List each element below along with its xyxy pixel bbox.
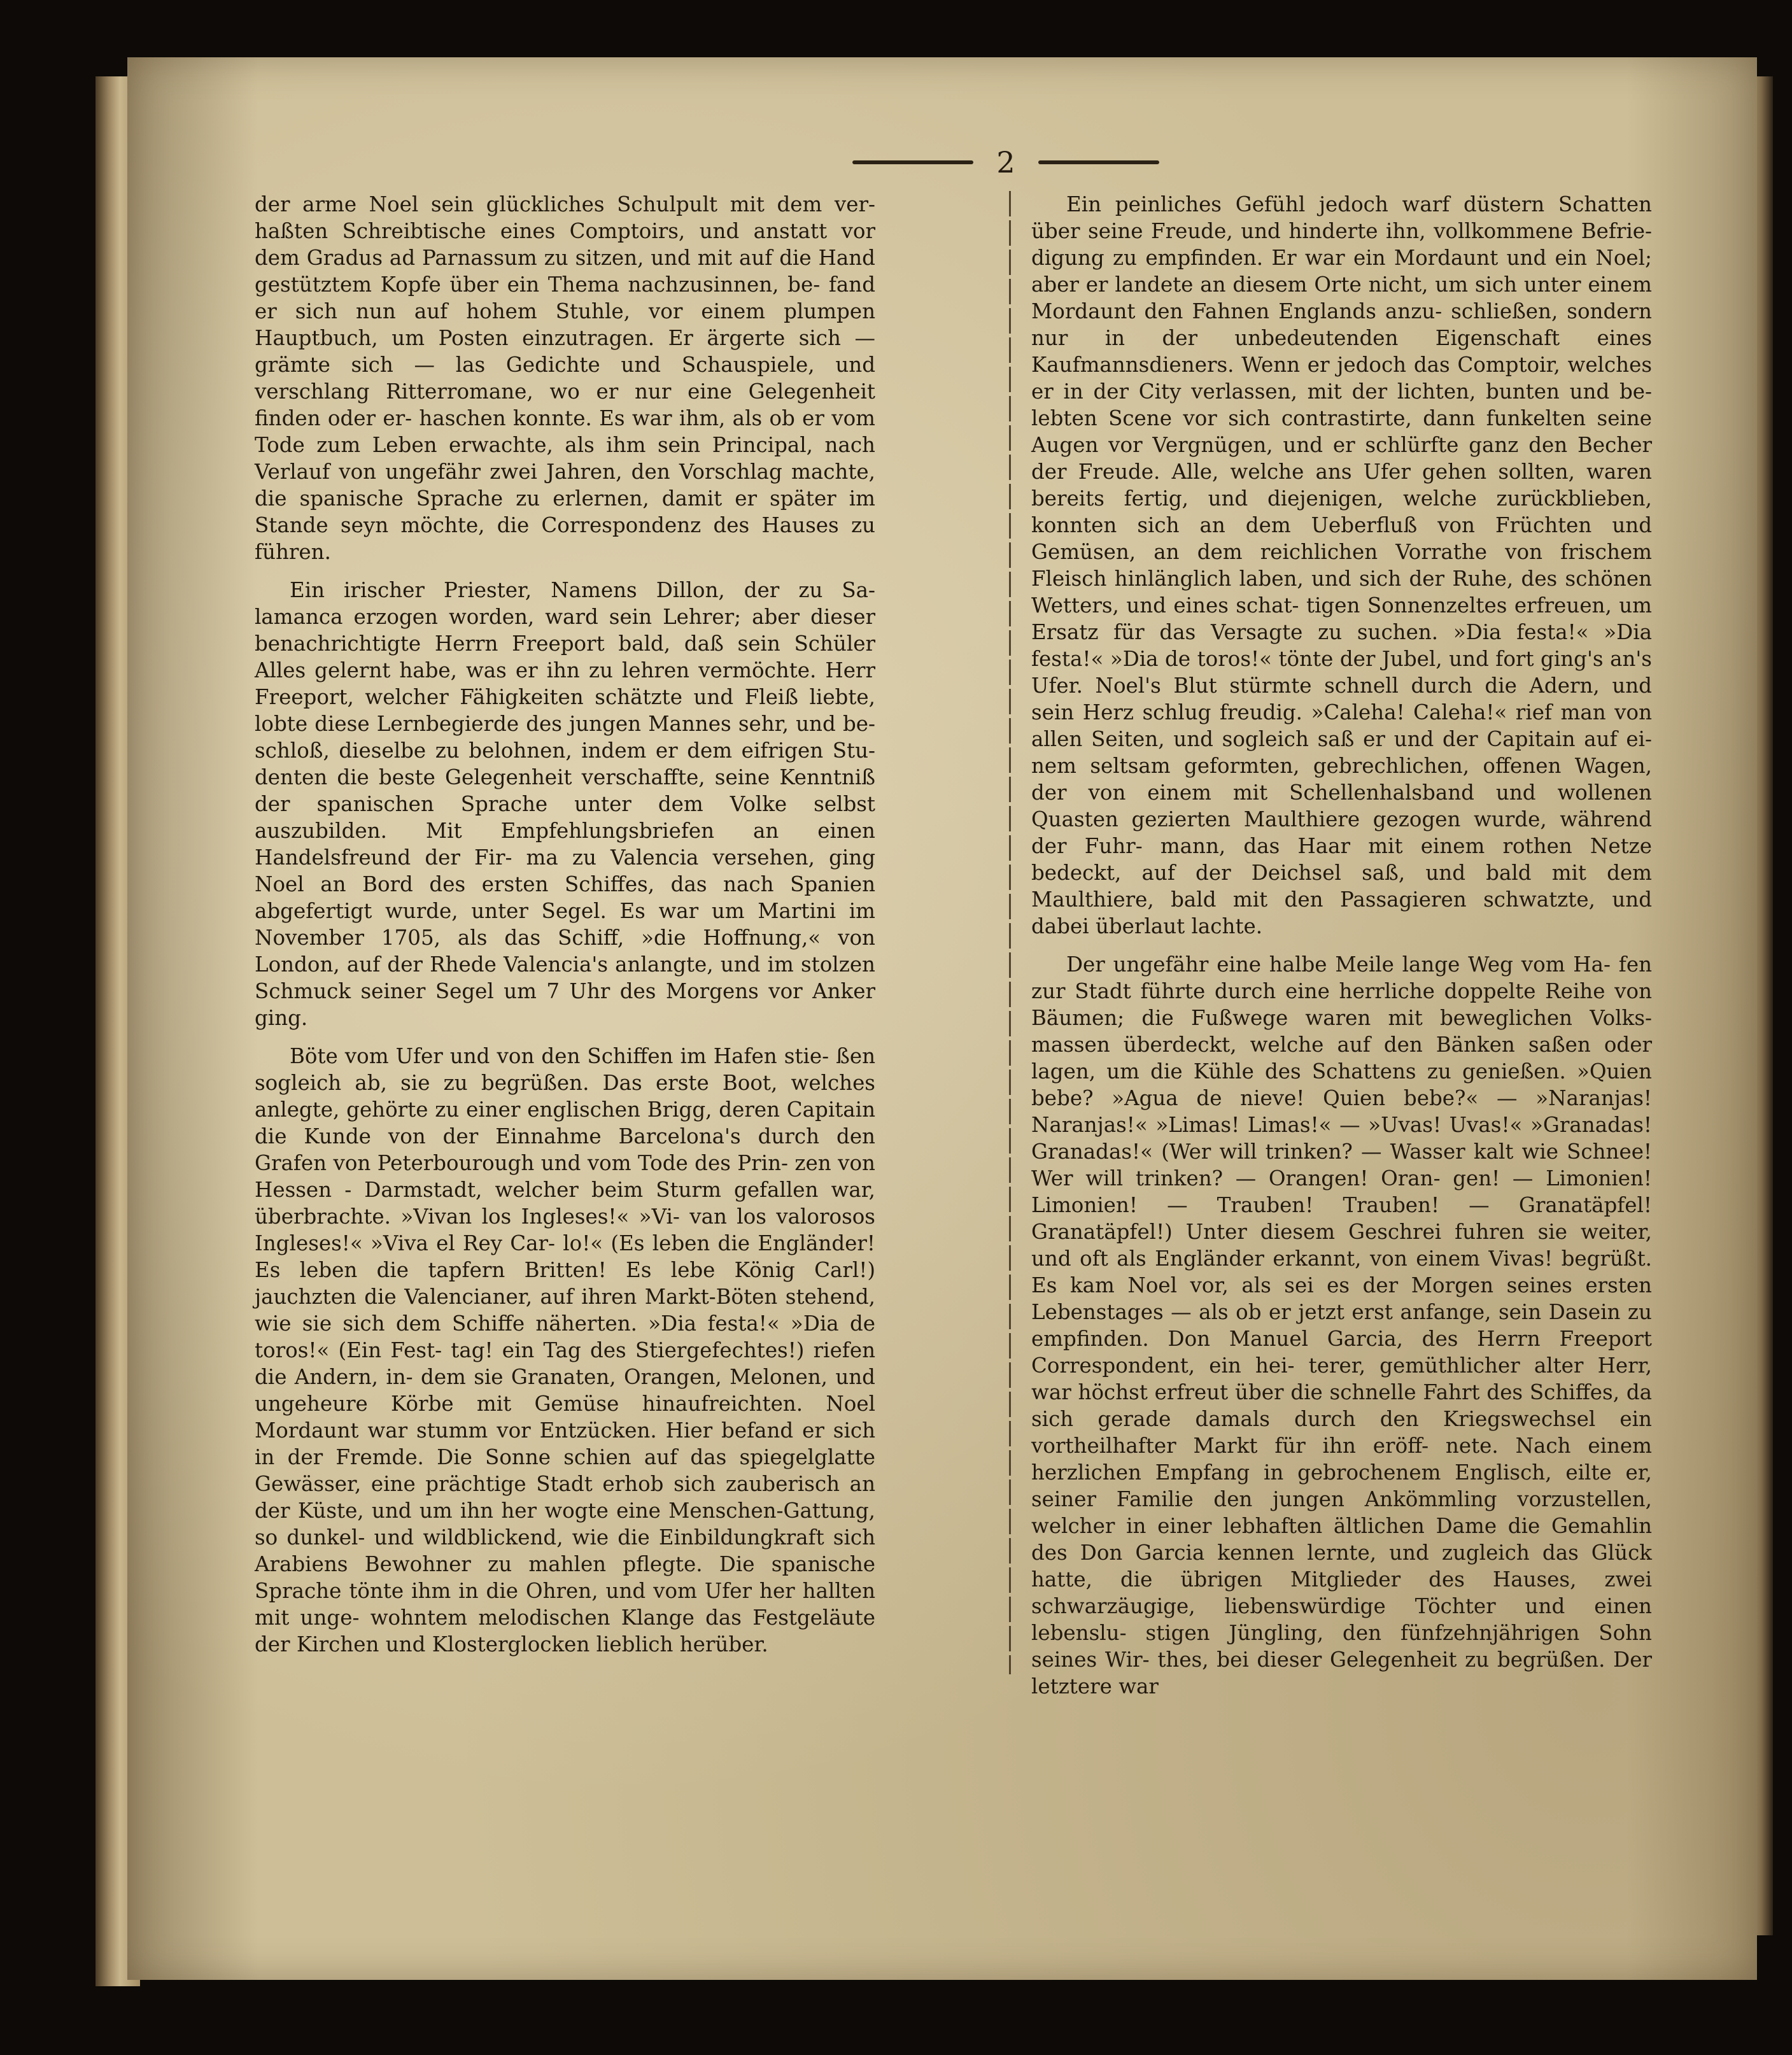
right-paragraph-2: Der ungefähr eine halbe Meile lange Weg vom Ha- fen zur Stadt führte durch eine herrliche doppelte Reihe von Bäumen; die Fußwege waren mit beweglichen Volks- massen überdeckt, welche auf den Bänken saßen oder lagen, um die Kühle des Schattens zu genießen. »Quien bebe? »Agua de nieve! Quien bebe?« — »Naranjas! Naranjas!« »Limas! Limas!« — »Uvas! Uvas!« »Granadas! Granadas!« (Wer will trinken? — Wasser kalt wie Schnee! Wer will trinken? — Orangen! Oran- gen! — Limonien! Limonien! — Trauben! Trauben! — Granatäpfel! Granatäpfel!) Unter diesem Geschrei fuhren sie weiter, und oft als Engländer erkannt, von einem Vivas! begrüßt. Es kam Noel vor, als sei es der Morgen seines ersten Lebenstages — als ob er jetzt erst anfange, sein Dasein zu empfinden. Don Manuel Garcia, des Herrn Freeport Correspondent, ein hei- terer, gemüthlicher alter Herr, war höchst erfreut über die schnelle Fahrt des Schiffes, da sich gerade damals durch den Kriegswechsel ein vortheilhafter Markt für ihn eröff- nete. Nach einem herzlichen Empfang in gebrochenem Englisch, eilte er, seiner Familie den jungen Ankömmling vorzustellen, welcher in einer lebhaften ältlichen Dame die Gemahlin des Don Garcia kennen lernte, und zugleich das Glück hatte, die übrigen Mitglieder des Hauses, zwei schwarzäugige, liebenswürdige Töchter und einen lebenslu- stigen Jüngling, den fünfzehnjährigen Sohn seines Wir- thes, bei dieser Gelegenheit zu begrüßen. Der letztere war [1031,952,1652,1698]
column-divider [1009,191,1011,1674]
header-rule-left [852,160,973,164]
right-paragraph-1: Ein peinliches Gefühl jedoch warf düstern Schatten über seine Freude, und hinderte ihn, vollkommene Befrie- digung zu empfinden. Er war ein Mordaunt und ein Noel; aber er landete an diesem Orte nicht, um sich unter einem Mordaunt den Fahnen Englands anzu- schließen, sondern nur in der unbedeutenden Eigenschaft eines Kaufmannsdieners. Wenn er jedoch das Comptoir, welches er in der City verlassen, mit der lichten, bunten und be- lebten Scene vor sich contrastirte, dann funkelten seine Augen vor Vergnügen, und er schlürfte ganz den Becher der Freude. Alle, welche ans Ufer gehen sollten, waren bereits fertig, und diejenigen, welche zurückblieben, konnten sich an dem Ueberfluß von Früchten und Gemüsen, an dem reichlichen Vorrathe von frischem Fleisch hinlänglich laben, und sich der Ruhe, des schönen Wetters, und eines schat- tigen Sonnenzeltes erfreuen, um Ersatz für das Versagte zu suchen. »Dia festa!« »Dia festa!« »Dia de toros!« tönte der Jubel, und fort ging's an's Ufer. Noel's Blut stürmte schnell durch die Adern, und sein Herz schlug freudig. »Caleha! Caleha!« rief man von allen Seiten, und sogleich saß er und der Capitain auf ei- nem seltsam geformten, gebrechlichen, offenen Wagen, der von einem mit Schellenhalsband und wollenen Quasten gezierten Maulthiere gezogen wurde, während der Fuhr- mann, das Haar mit einem rothen Netze bedeckt, auf der Deichsel saß, und bald mit dem Maulthiere, bald mit den Passagieren schwatzte, und dabei überlaut lachte. [1031,192,1652,938]
right-column [1031,191,1652,1711]
left-paragraph-3: Böte vom Ufer und von den Schiffen im Hafen stie- ßen sogleich ab, sie zu begrüßen. Das erste Boot, welches anlegte, gehörte zu einer englischen Brigg, deren Capitain die Kunde von der Einnahme Barcelona's durch den Grafen von Peterbourough und vom Tode des Prin- zen von Hessen - Darmstadt, welcher beim Sturm gefallen war, überbrachte. »Vivan los Ingleses!« »Vi- van los valorosos Ingleses!« »Viva el Rey Car- lo!« (Es leben die Engländer! Es leben die tapfern Britten! Es lebe König Carl!) jauchzten die Valencianer, auf ihren Markt-Böten stehend, wie sie sich dem Schiffe näherten. »Dia festa!« »Dia de toros!« (Ein Fest- tag! ein Tag des Stiergefechtes!) riefen die Andern, in- dem sie Granaten, Orangen, Melonen, und ungeheure Körbe mit Gemüse hinaufreichten. Noel Mordaunt war stumm vor Entzücken. Hier befand er sich in der Fremde. Die Sonne schien auf das spiegelglatte Gewässer, eine prächtige Stadt erhob sich zauberisch an der Küste, und um ihn her wogte eine Menschen-Gattung, so dunkel- und wildblickend, wie die Einbildungkraft sich Arabiens Bewohner zu mahlen pflegte. Die spanische Sprache tönte ihm in die Ohren, und vom Ufer her hallten mit unge- wohntem melodischen Klange das Festgeläute der Kirchen und Klosterglocken lieblich herüber. [255,1044,875,1656]
left-paragraph-2: Ein irischer Priester, Namens Dillon, der zu Sa- lamanca erzogen worden, ward sein Lehrer; aber dieser benachrichtigte Herrn Freeport bald, daß sein Schüler Alles gelernt habe, was er ihn zu lehren vermöchte. Herr Freeport, welcher Fähigkeiten schätzte und Fleiß liebte, lobte diese Lernbegierde des jungen Mannes sehr, und be- schloß, dieselbe zu belohnen, indem er dem eifrigen Stu- denten die beste Gelegenheit verschaffte, seine Kenntniß der spanischen Sprache unter dem Volke selbst auszubilden. Mit Empfehlungsbriefen an einen Handelsfreund der Fir- ma zu Valencia versehen, ging Noel an Bord des ersten Schiffes, das nach Spanien abgefertigt wurde, unter Segel. Es war um Martini im November 1705, als das Schiff, »die Hoffnung,« von London, auf der Rhede Valencia's anlangte, und im stolzen Schmuck seiner Segel um 7 Uhr des Morgens vor Anker ging. [255,578,875,1030]
left-column [255,191,875,1669]
page-header [719,143,1292,181]
page-number: 2 [996,145,1015,180]
header-rule-right [1038,160,1159,164]
left-paragraph-1: der arme Noel sein glückliches Schulpult mit dem ver- haßten Schreibtische eines Comptoirs, und anstatt vor dem Gradus ad Parnassum zu sitzen, und mit auf die Hand gestütztem Kopfe über ein Thema nachzusinnen, be- fand er sich nun auf hohem Stuhle, vor einem plumpen Hauptbuch, um Posten einzutragen. Er ärgerte sich — grämte sich — las Gedichte und Schauspiele, und verschlang Ritterromane, wo er nur eine Gelegenheit finden oder er- haschen konnte. Es war ihm, als ob er vom Tode zum Leben erwachte, als ihm sein Principal, nach Verlauf von ungefähr zwei Jahren, den Vorschlag machte, die spanische Sprache zu erlernen, damit er später im Stande seyn möchte, die Correspondenz des Hauses zu führen. [255,192,875,564]
